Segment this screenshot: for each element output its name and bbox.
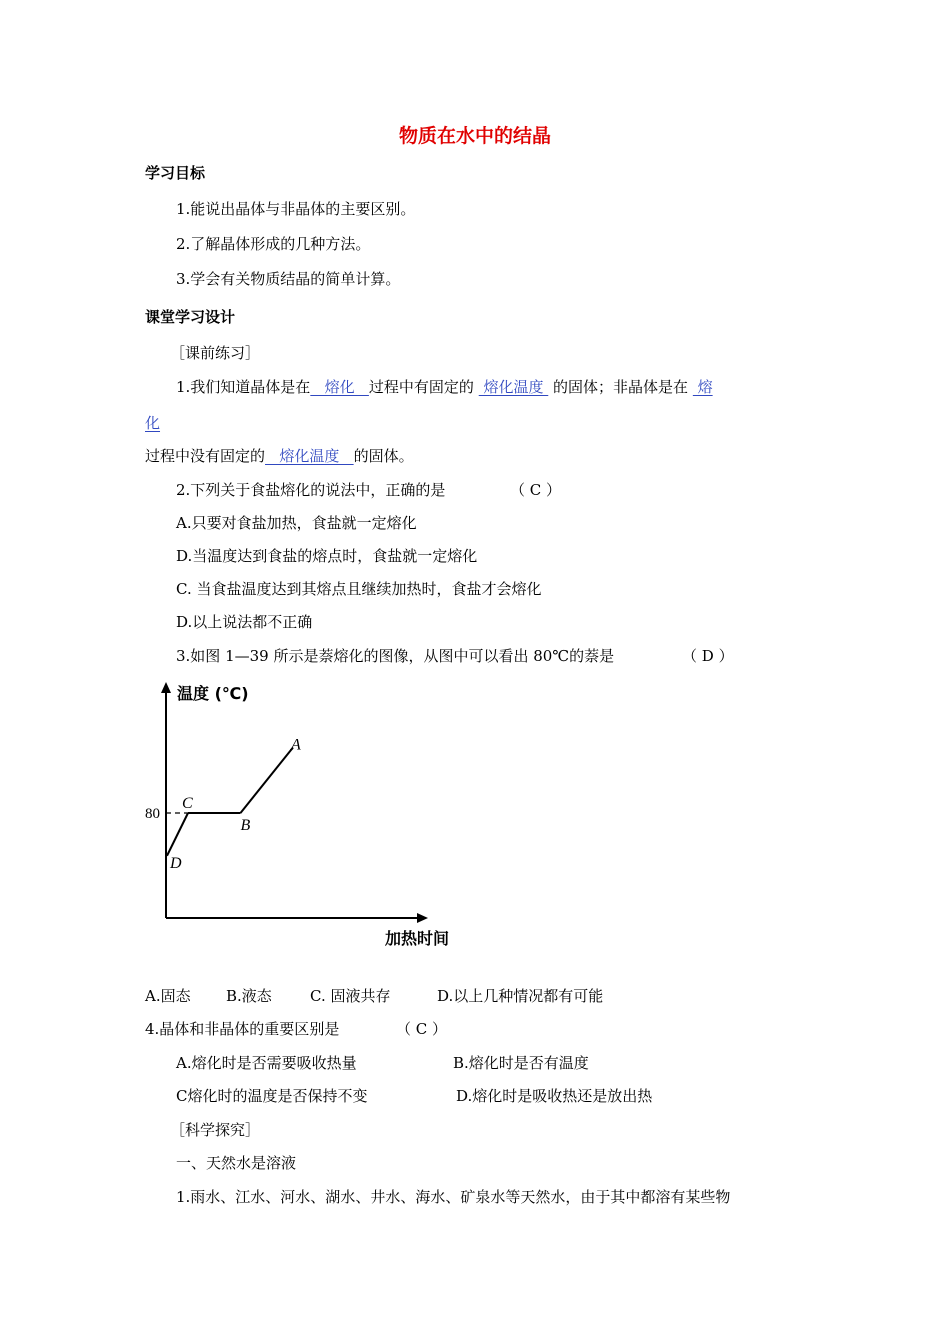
question-1-line3 <box>145 446 414 466</box>
goal-item-1: 1.能说出晶体与非晶体的主要区别。 <box>176 200 416 218</box>
question-4-stem: 4.晶体和非晶体的重要区别是 <box>145 1020 340 1038</box>
question-1-line2 <box>145 413 160 433</box>
q1-blank-4: 熔化温度 <box>265 447 354 465</box>
question-3-answer: （ D ） <box>682 647 734 665</box>
question-3-option-a: A.固态 <box>145 987 191 1005</box>
question-3-option-b: B.液态 <box>226 987 272 1005</box>
point-label-d: D <box>170 854 182 872</box>
x-axis-arrow <box>417 913 428 923</box>
question-2-option-d: D.以上说法都不正确 <box>176 613 313 631</box>
x-axis-label: 加热时间 <box>385 929 450 948</box>
pre-practice-label: ［课前练习］ <box>170 344 261 362</box>
q1-blank-3a: 熔 <box>692 378 713 396</box>
question-3-option-c: C. 固液共存 <box>310 987 391 1005</box>
question-3-option-d: D.以上几种情况都有可能 <box>437 987 604 1005</box>
section-heading-goals: 学习目标 <box>145 164 206 182</box>
y-tick-80: 80 <box>145 806 160 822</box>
point-label-b: B <box>240 817 251 834</box>
point-label-c: C <box>182 795 193 812</box>
question-4-option-b: B.熔化时是否有温度 <box>453 1054 589 1072</box>
question-2-option-a: A.只要对食盐加热，食盐就一定熔化 <box>176 514 417 532</box>
question-4-answer: （ C ） <box>396 1020 448 1038</box>
goal-item-2: 2.了解晶体形成的几种方法。 <box>176 235 371 253</box>
naphthalene-melting-chart <box>135 678 475 953</box>
q1-blank-3b: 化 <box>145 414 161 432</box>
point-label-a: A <box>291 736 301 754</box>
question-4-option-a: A.熔化时是否需要吸收热量 <box>176 1054 357 1072</box>
page-title: 物质在水中的结晶 <box>398 125 551 147</box>
chart-series <box>167 736 301 871</box>
question-1-line1 <box>176 377 713 397</box>
q1-text-2: 过程中有固定的 <box>368 378 474 396</box>
question-2-stem: 2.下列关于食盐熔化的说法中，正确的是 <box>176 481 446 499</box>
question-4-option-d: D.熔化时是吸收热还是放出热 <box>456 1087 653 1105</box>
y-axis-arrow <box>161 682 171 693</box>
question-2-answer: （ C ） <box>510 481 562 499</box>
goal-item-3: 3.学会有关物质结晶的简单计算。 <box>176 270 401 288</box>
q1-blank-1: 熔化 <box>310 378 369 396</box>
section-heading-classroom: 课堂学习设计 <box>145 308 236 326</box>
subsection-natural-water: 一、天然水是溶液 <box>176 1154 297 1172</box>
series-segment-b-a <box>241 747 294 813</box>
chart-axes <box>161 682 428 923</box>
question-2-option-c: C. 当食盐温度达到其熔点且继续加热时，食盐才会熔化 <box>176 580 542 598</box>
q1-blank-2: 熔化温度 <box>478 378 549 396</box>
q1-text-5: 的固体。 <box>353 447 414 465</box>
question-2-option-b: D.当温度达到食盐的熔点时，食盐就一定熔化 <box>176 547 478 565</box>
explore-label: ［科学探究］ <box>170 1121 261 1139</box>
question-3-stem: 3.如图 1—39 所示是萘熔化的图像，从图中可以看出 80℃的萘是 <box>176 647 615 665</box>
natural-water-item-1: 1.雨水、江水、河水、湖水、井水、海水、矿泉水等天然水，由于其中都溶有某些物 <box>176 1188 731 1206</box>
series-segment-d-c <box>167 813 188 856</box>
q1-text-4: 过程中没有固定的 <box>145 447 266 465</box>
question-4-option-c: C熔化时的温度是否保持不变 <box>176 1087 368 1105</box>
y-axis-label: 温度 (℃) <box>177 684 249 703</box>
q1-text-1: 1.我们知道晶体是在 <box>176 378 311 396</box>
q1-text-3: 的固体；非晶体是在 <box>553 378 689 396</box>
